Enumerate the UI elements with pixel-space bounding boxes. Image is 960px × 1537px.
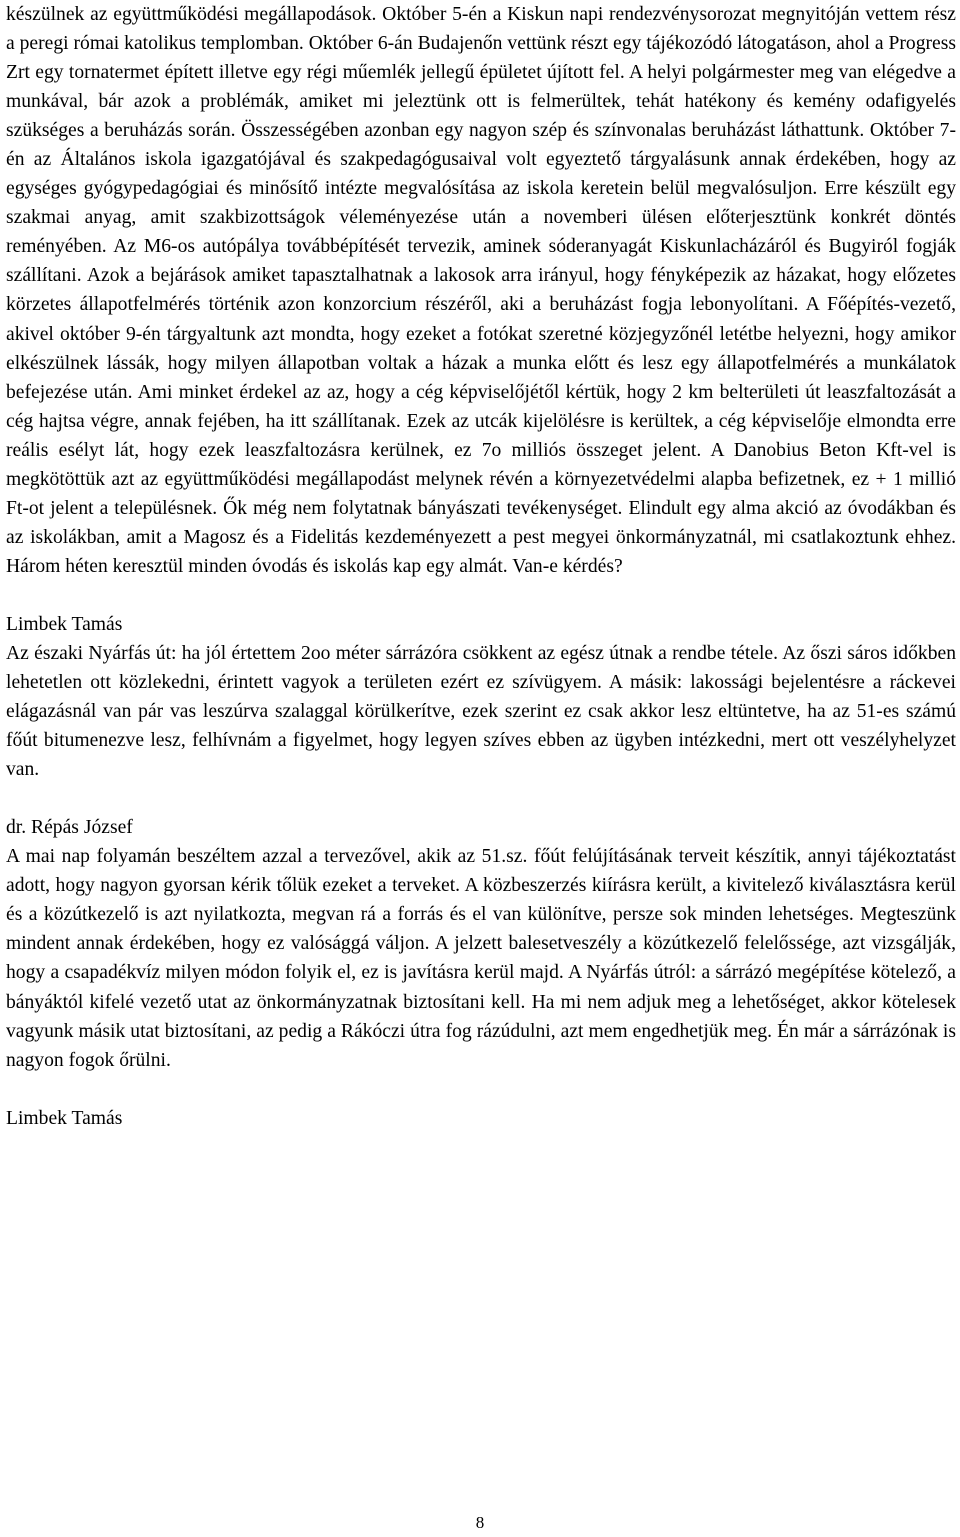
body-paragraph: készülnek az együttműködési megállapodások. Október 5-én a Kiskun napi rendezvénysorozat megnyitóján vettem rész a peregi római katolikus templomban. Október 6-án Budajenőn vettünk részt egy tájékozódó látogatáson, ahol a Progress Zrt egy tornatermet épített illetve egy régi műemlék jellegű épületet újított fel. A helyi polgármester meg van elégedve a munkával, bár azok a problémák, amiket mi jeleztünk ott is felmerültek, tehát hatékony és kemény odafigyelés szükséges a beruházás során. Összességében azonban egy nagyon szép és színvonalas beruházást láthattunk. Október 7-én az Általános iskola igazgatójával és szakpedagógusaival volt egyeztető tárgyalásunk annak érdekében, hogy az egységes gyógypedagógiai és minősítő intézte megvalósítása az iskola keretein belül megvalósuljon. Erre készült egy szakmai anyag, amit szakbizottságok véleményezése után a novemberi ülésen előterjesztünk konkrét döntés reményében. Az M6-os autópálya továbbépítését tervezik, aminek sóderanyagát Kiskunlacházáról és Bugyiról fogják szállítani. Azok a bejárások amiket tapasztalhatnak a lakosok arra irányul, hogy fényképezik az házakat, hogy előzetes körzetes állapotfelmérés történik azon konzorcium részéről, aki a beruházást fogja lebonyolítani. A Főépítés-vezető, akivel október 9-én tárgyaltunk azt mondta, hogy ezeket a fotókat szeretné közjegyzőnél letétbe helyezni, hogy amikor elkészülnek lássák, hogy milyen állapotban voltak a házak a munka előtt és lesz egy állapotfelmérés a munkálatok befejezése után. Ami minket érdekel az az, hogy a cég képviselőjétől kértük, hogy 2 km belterületi út leaszfaltozását a cég hajtsa végre, annak fejében, ha itt szállítanak. Ezek az utcák kijelölésre is kerültek, a cég képviselője elmondta erre reális esélyt lát, hogy ezek leaszfaltozásra kerülnek, ez 7o milliós összeget jelent. A Danobius Beton Kft-vel is megkötöttük azt az együttműködési megállapodást melynek révén a környezetvédelmi alapba befizetnek, ez + 1 millió Ft-ot jelent a településnek. Ők még nem folytatnak bányászati tevékenységet. Elindult egy alma akció az óvodákban és az iskolákban, amit a Magosz és a Fidelitás kezdeményezett a pest megyei önkormányzatnál, mi csatlakoztunk ehhez. Három héten keresztül minden óvodás és iskolás kap egy almát. Van-e kérdés? (6, 4, 956, 577)
paragraph-gap (6, 1075, 956, 1104)
speech-block (6, 813, 956, 1074)
speaker-name: dr. Répás József (6, 817, 133, 839)
paragraph-gap (6, 784, 956, 813)
speaker-name: Limbek Tamás (6, 613, 123, 635)
speech-block (6, 610, 956, 784)
document-page (6, 0, 956, 1133)
speaker-name: Limbek Tamás (6, 1107, 123, 1129)
paragraph-gap (6, 581, 956, 610)
speech-text: Az északi Nyárfás út: ha jól értettem 2oo méter sárrázóra csökkent az egész útnak a rendbe tétele. Az őszi sáros időkben lehetetlen ott közlekedni, érintett vagyok a területen ezért ez szívügyem. A másik: lakossági bejelentésre a ráckevei elágazásnál van pár vas leszúrva szalaggal körülkerítve, ezek szerint ez csak akkor lesz eltüntetve, ha az 51-es számú főút bitumenezve lesz, felhívnám a figyelmet, hogy legyen szíves ebben az ügyben intézkedni, mert ott veszélyhelyzet van. (6, 642, 956, 781)
speech-block (6, 1104, 956, 1133)
speech-text: A mai nap folyamán beszéltem azzal a tervezővel, akik az 51.sz. főút felújításának terveit készítik, annyi tájékoztatást adott, hogy nagyon gyorsan kérik tőlük ezeket a terveket. A közbeszerzés kiírásra került, a kivitelező kiválasztásra kerül és a közútkezelő is azt nyilatkozta, megvan rá a forrás és el van különítve, persze sok minden lehetséges. Megteszünk mindent annak érdekében, hogy ez valósággá váljon. A jelzett balesetveszély a közútkezelő felelőssége, azt vizsgálják, hogy a csapadékvíz milyen módon folyik el, ez is javításra kerül majd. A Nyárfás útról: a sárrázó megépítése kötelező, a bányáktól kifelé vezető utat az önkormányzatnak biztosítani kell. Ha mi nem adjuk meg a lehetőséget, akkor kötelesek vagyunk másik utat biztosítani, az pedig a Rákóczi útra fog rázúdulni, azt mem engedhetjük meg. Én már a sárrázónak is nagyon fogok őrülni. (6, 846, 956, 1071)
page-number: 8 (475, 1513, 485, 1532)
